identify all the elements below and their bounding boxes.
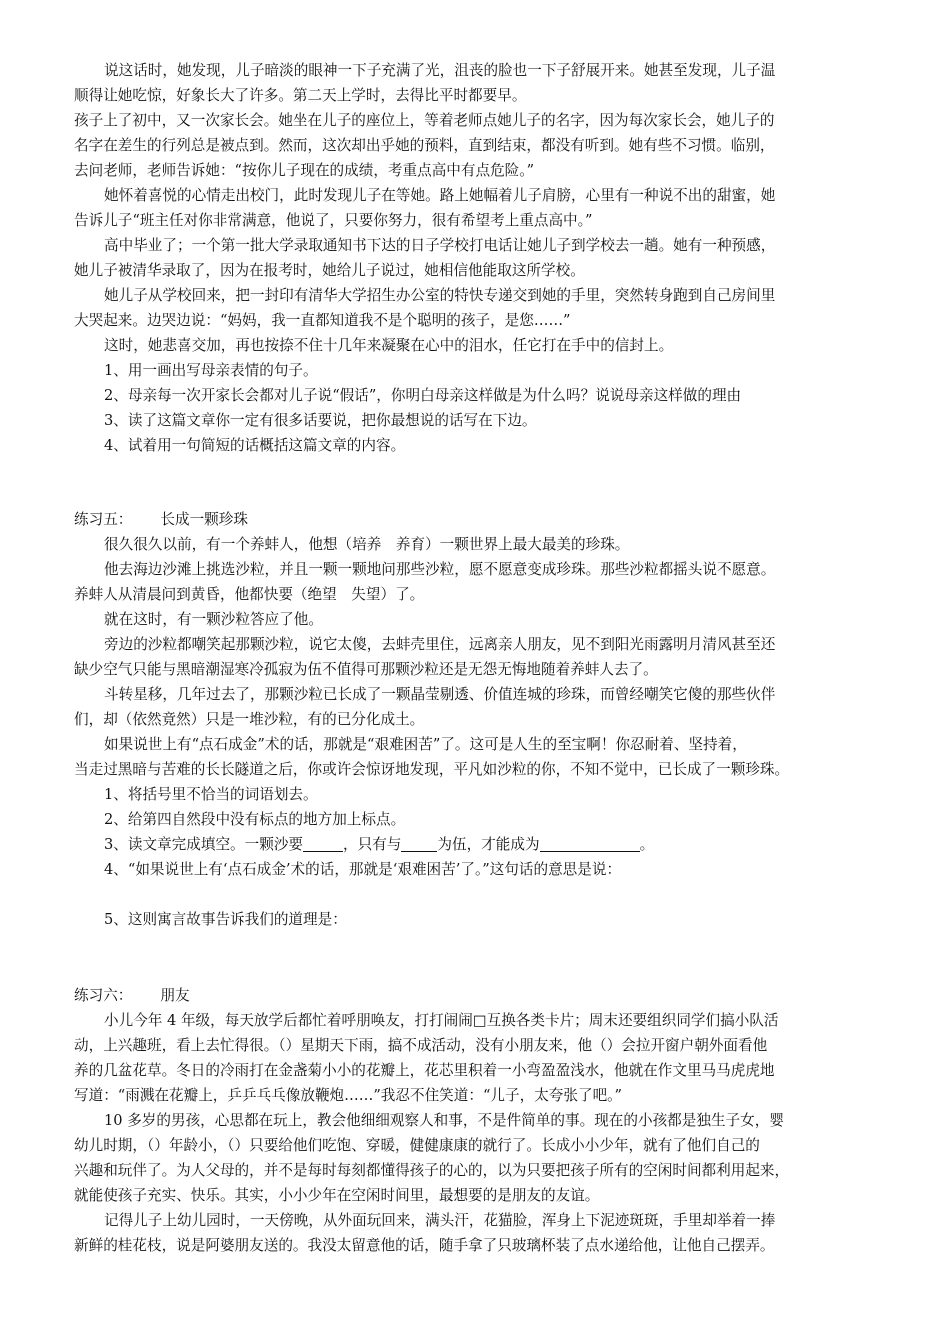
paragraph-line: 小儿今年 4 年级，每天放学后都忙着呼朋唤友，打打闹闹□互换各类卡片；周末还要组织同学们搞小队活: [104, 1012, 779, 1029]
paragraph-line: 她怀着喜悦的心情走出校门，此时发现儿子在等她。路上她幅着儿子肩膀，心里有一种说不出的甜蜜，她: [104, 187, 776, 204]
paragraph-line: 当走过黑暗与苦难的长长隧道之后，你或许会惊讶地发现，平凡如沙粒的你，不知不觉中，已长成了一颗珍珠。: [74, 761, 790, 778]
paragraph-line: 就在这时，有一颗沙粒答应了他。: [104, 611, 323, 628]
exercise-title: 朋友: [160, 987, 190, 1004]
paragraph-line: 斗转星移，几年过去了，那颗沙粒已长成了一颗晶莹剔透、价值连城的珍珠，而曾经嘲笑它傻的那些伙伴: [104, 686, 776, 703]
paragraph-line: 告诉儿子“班主任对你非常满意，他说了，只要你努力，很有希望考上重点高中。”: [74, 212, 593, 229]
paragraph-line: 记得儿子上幼儿园时，一天傍晚，从外面玩回来，满头汗，花猫脸，浑身上下泥迹斑斑，手里却举着一捧: [104, 1212, 776, 1229]
question-1: 1、用一画出写母亲表情的句子。: [104, 362, 318, 379]
question-3-text-d: 。: [639, 836, 655, 853]
question-1: 1、将括号里不恰当的词语划去。: [104, 786, 318, 803]
paragraph-line: 高中毕业了；一个第一批大学录取通知书下达的日子学校打电话让她儿子到学校去一趟。她有一种预感，: [104, 237, 776, 254]
paragraph-line: 10 多岁的男孩，心思都在玩上，教会他细细观察人和事，不是件简单的事。现在的小孩都是独生子女，婴: [104, 1112, 784, 1129]
paragraph-line: 养蚌人从清晨问到黄昏，他都快要（绝望 失望）了。: [74, 586, 425, 603]
question-3-text-a: 3、读文章完成填空。一颗沙要: [104, 836, 304, 853]
question-2: 2、母亲每一次开家长会都对儿子说“假话”，你明白母亲这样做是为什么吗？说说母亲这样做的理由: [104, 387, 742, 404]
paragraph-line: 们，却（依然竟然）只是一堆沙粒，有的已分化成土。: [74, 711, 425, 728]
paragraph-line: 孩子上了初中，又一次家长会。她坐在儿子的座位上，等着老师点她儿子的名字，因为每次家长会，她儿子的: [74, 112, 775, 129]
question-4: 4、“如果说世上有‘点石成金’术的话，那就是‘艰难困苦’了。”这句话的意思是说：: [104, 861, 622, 878]
answer-blank-2[interactable]: [401, 835, 437, 852]
paragraph-line: 如果说世上有“点石成金”术的话，那就是“艰难困苦”了。这可是人生的至宝啊！你忍耐着、坚持着，: [104, 736, 747, 753]
paragraph-line: 她儿子从学校回来，把一封印有清华大学招生办公室的特快专递交到她的手里，突然转身跑到自己房间里: [104, 287, 776, 304]
paragraph-line: 这时，她悲喜交加，再也按捺不住十几年来凝聚在心中的泪水，任它打在手中的信封上。: [104, 337, 674, 354]
question-2: 2、给第四自然段中没有标点的地方加上标点。: [104, 811, 406, 828]
exercise-label: 练习六：: [74, 987, 133, 1004]
paragraph-line: 写道：“雨溅在花瓣上，乒乒乓乓像放鞭炮……”我忍不住笑道：“儿子，太夸张了吧。”: [74, 1087, 622, 1104]
question-4: 4、试着用一句简短的话概括这篇文章的内容。: [104, 437, 406, 454]
paragraph-line: 去问老师，老师告诉她：“按你儿子现在的成绩，考重点高中有点危险。”: [74, 162, 535, 179]
exercise-heading: [74, 507, 884, 532]
paragraph-line: 名字在差生的行列总是被点到。然而，这次却出乎她的预料，直到结束，都没有听到。她有些不习惯。临别，: [74, 137, 775, 154]
paragraph-line: 大哭起来。边哭边说：“妈妈，我一直都知道我不是个聪明的孩子，是您……”: [74, 312, 571, 329]
paragraph-line: 说这话时，她发现，儿子暗淡的眼神一下子充满了光，沮丧的脸也一下子舒展开来。她甚至发现，儿子温: [104, 62, 776, 79]
question-3: 3、读了这篇文章你一定有很多话要说，把你最想说的话写在下边。: [104, 412, 537, 429]
paragraph-line: 就能使孩子充实、快乐。其实，小小少年在空闲时间里，最想要的是朋友的友谊。: [74, 1187, 600, 1204]
paragraph-line: 他去海边沙滩上挑选沙粒，并且一颗一颗地问那些沙粒，愿不愿意变成珍珠。那些沙粒都摇头说不愿意。: [104, 561, 776, 578]
paragraph-line: 养的几盆花草。冬日的冷雨打在金盏菊小小的花瓣上，花芯里积着一小弯盈盈浅水，他就在作文里马马虎虎地: [74, 1062, 775, 1079]
question-3-text-c: 为伍，才能成为: [437, 836, 540, 853]
paragraph-line: 她儿子被清华录取了，因为在报考时，她给儿子说过，她相信他能取这所学校。: [74, 262, 585, 279]
paragraph-line: 很久很久以前，有一个养蚌人，他想（培养 养育）一颗世界上最大最美的珍珠。: [104, 536, 630, 553]
question-5: 5、这则寓言故事告诉我们的道理是：: [104, 911, 347, 928]
paragraph-line: 幼儿时期，（）年龄小，（）只要给他们吃饱、穿暖，健健康康的就行了。长成小小少年，就有了他们自己的: [74, 1137, 760, 1154]
answer-blank-3[interactable]: [540, 835, 640, 852]
paragraph-line: 旁边的沙粒都嘲笑起那颗沙粒，说它太傻，去蚌壳里住，远离亲人朋友，见不到阳光雨露明月清风甚至还: [104, 636, 776, 653]
paragraph-line: 缺少空气只能与黑暗潮湿寒冷孤寂为伍不值得可那颗沙粒还是无怨无悔地随着养蚌人去了。: [74, 661, 658, 678]
paragraph-line: 兴趣和玩伴了。为人父母的，并不是每时每刻都懂得孩子的心的，以为只要把孩子所有的空闲时间都利用起来，: [74, 1162, 790, 1179]
exercise-title: 长成一颗珍珠: [160, 511, 248, 528]
question-3-fill-in: [104, 832, 884, 857]
answer-blank-1[interactable]: [303, 835, 343, 852]
exercise-heading: [74, 983, 884, 1008]
exercise-label: 练习五：: [74, 511, 133, 528]
question-3-text-b: ，只有与: [343, 836, 402, 853]
paragraph-line: 动，上兴趣班，看上去忙得很。（）星期天下雨，搞不成活动，没有小朋友来，他（）会拉开窗户朝外面看他: [74, 1037, 768, 1054]
paragraph-line: 顺得让她吃惊，好象长大了许多。第二天上学时，去得比平时都要早。: [74, 87, 527, 104]
paragraph-line: 新鲜的桂花枝，说是阿婆朋友送的。我没太留意他的话，随手拿了只玻璃杯装了点水递给他，让他自己摆弄。: [74, 1237, 775, 1254]
